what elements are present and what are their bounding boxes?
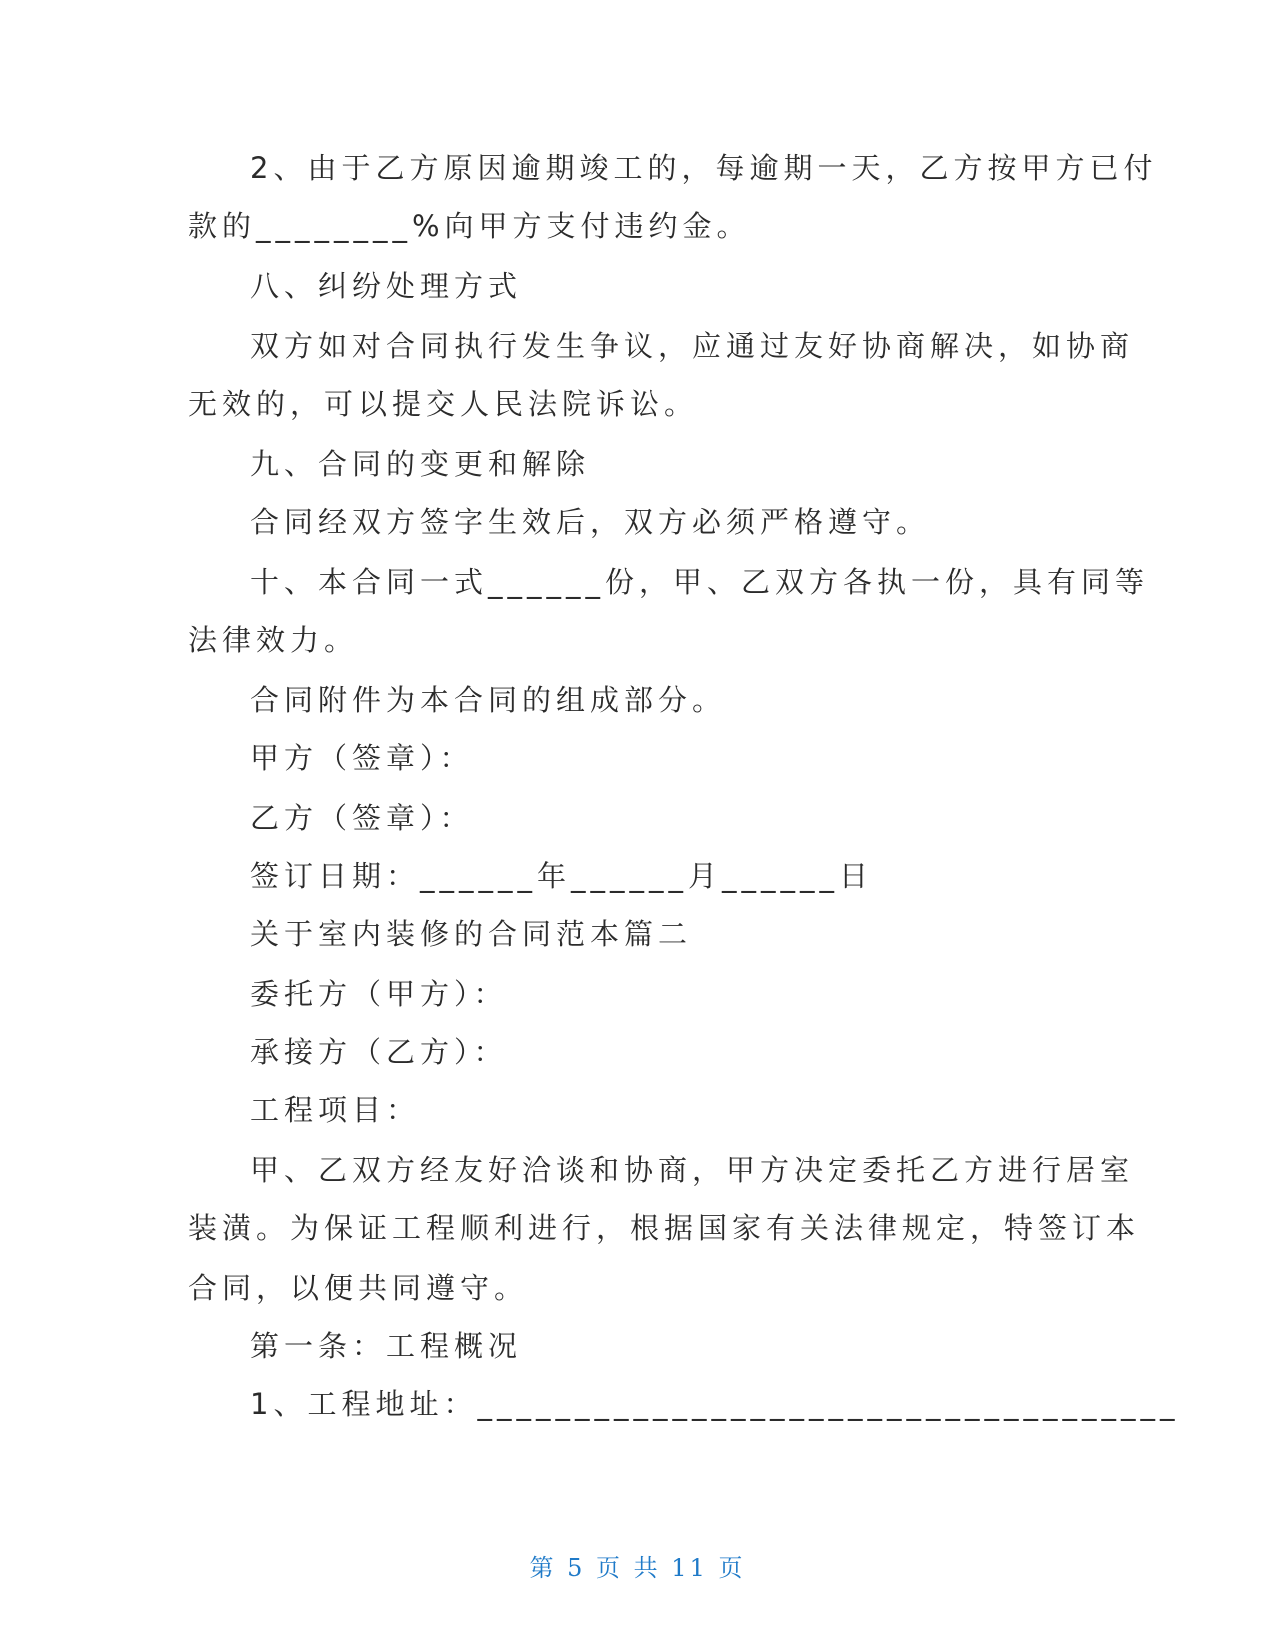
- paragraph-line: 装潢。为保证工程顺利进行，根据国家有关法律规定，特签订本: [188, 1211, 1141, 1245]
- party-a-signature-label: 甲方（签章）：: [250, 741, 474, 775]
- section-heading: 八、纠纷处理方式: [250, 269, 523, 303]
- document-subtitle: 关于室内装修的合同范本篇二: [250, 917, 693, 951]
- paragraph-line: 双方如对合同执行发生争议，应通过友好协商解决，如协商: [250, 329, 1135, 363]
- paragraph-line: 合同经双方签字生效后，双方必须严格遵守。: [250, 505, 931, 539]
- page-number-footer: 第 5 页 共 11 页: [529, 1554, 746, 1582]
- paragraph-line: 合同，以便共同遵守。: [188, 1271, 529, 1305]
- section-heading: 九、合同的变更和解除: [250, 447, 591, 481]
- client-party-label: 委托方（甲方）：: [250, 977, 508, 1011]
- paragraph-line: 2、由于乙方原因逾期竣工的，每逾期一天，乙方按甲方已付: [250, 151, 1158, 185]
- article-heading: 第一条：工程概况: [250, 1329, 523, 1363]
- paragraph-line: 法律效力。: [188, 623, 359, 657]
- party-b-signature-label: 乙方（签章）：: [250, 801, 474, 835]
- contractor-party-label: 承接方（乙方）：: [250, 1035, 508, 1069]
- paragraph-line: 无效的，可以提交人民法院诉讼。: [188, 387, 699, 421]
- paragraph-line: 合同附件为本合同的组成部分。: [250, 683, 727, 717]
- project-address-line: 1、工程地址：____________________________________: [250, 1387, 1180, 1421]
- paragraph-line: 款的________%向甲方支付违约金。: [188, 209, 751, 243]
- paragraph-line: 十、本合同一式______份，甲、乙双方各执一份，具有同等: [250, 565, 1150, 599]
- project-label: 工程项目：: [250, 1093, 421, 1127]
- signing-date-label: 签订日期：______年______月______日: [250, 859, 874, 893]
- paragraph-line: 甲、乙双方经友好洽谈和协商，甲方决定委托乙方进行居室: [250, 1153, 1135, 1187]
